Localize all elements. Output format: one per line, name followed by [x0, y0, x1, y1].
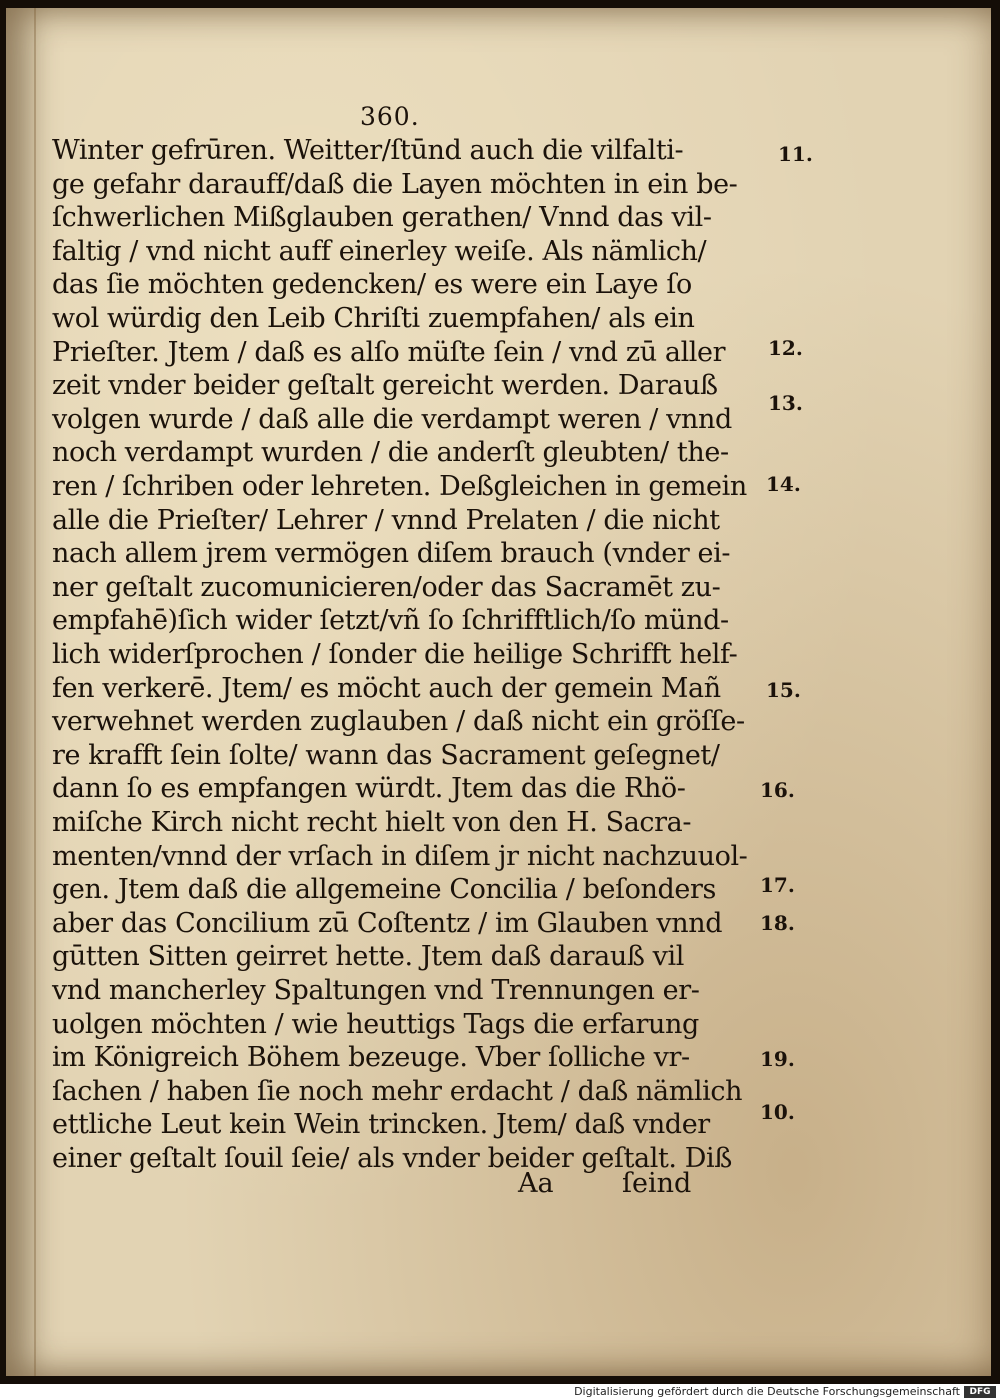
- margin-number: 15.: [766, 677, 801, 702]
- text-line: das ſie möchten gedencken/ es were ein Laye ſo: [52, 269, 692, 301]
- text-line: ettliche Leut kein Wein trincken. Jtem/ daß vnder: [52, 1109, 710, 1141]
- text-line: re krafft ſein ſolte/ wann das Sacrament geſegnet/: [52, 739, 720, 771]
- margin-number: 17.: [760, 873, 795, 898]
- page-number: 360.: [360, 102, 420, 131]
- text-line: faltig / vnd nicht auff einerley weiſe. Als nämlich/: [52, 235, 707, 267]
- text-line: zeit vnder beider geſtalt gereicht werden. Darauß: [52, 370, 718, 402]
- text-line: ſchwerlichen Mißglauben gerathen/ Vnnd das vil-: [52, 202, 712, 234]
- text-line: gen. Jtem daß die allgemeine Concilia / beſonders: [52, 874, 716, 906]
- text-line: alle die Prieſter/ Lehrer / vnnd Prelaten / die nicht: [52, 504, 720, 536]
- margin-number: 19.: [760, 1047, 795, 1072]
- text-line: Winter gefrūren. Weitter/ſtūnd auch die vilfalti-: [52, 135, 684, 166]
- text-line: wol würdig den Leib Chriſti zuempfahen/ als ein: [52, 303, 695, 334]
- text-line: nach allem jrem vermögen diſem brauch (vnder ei-: [52, 538, 731, 570]
- margin-number: 10.: [760, 1100, 795, 1125]
- text-line: volgen wurde / daß alle die verdampt weren / vnnd: [52, 403, 732, 435]
- margin-number: 14.: [766, 472, 801, 496]
- text-line: lich widerſprochen / ſonder die heilige Schrifft helf-: [52, 639, 738, 670]
- text-line: Prieſter. Jtem / daß es alſo müſte ſein / vnd zū aller: [52, 336, 726, 368]
- text-line: einer geſtalt ſouil ſeie/ als vnder beider geſtalt. Diß: [52, 1143, 732, 1174]
- text-line: gūtten Sitten geirret hette. Jtem daß darauß vil: [52, 941, 684, 973]
- text-line: ge gefahr darauff/daß die Layen möchten in ein be-: [52, 168, 738, 200]
- margin-number: 16.: [760, 778, 795, 803]
- text-line: uolgen möchten / wie heuttigs Tags die erfarung: [52, 1008, 699, 1040]
- text-line: noch verdampt wurden / die anderſt gleubten/ the-: [52, 437, 729, 469]
- text-line: ſachen / haben ſie noch mehr erdacht / daß nämlich: [52, 1075, 743, 1107]
- dfg-logo: DFG: [964, 1386, 996, 1398]
- text-line: ren / ſchriben oder lehreten. Deßgleichen in gemein: [52, 471, 747, 502]
- margin-number: 11.: [778, 142, 813, 166]
- text-line: miſche Kirch nicht recht hielt von den H. Sacra-: [52, 807, 692, 838]
- text-line: vnd mancherley Spaltungen vnd Trennungen er-: [52, 975, 700, 1006]
- signature-mark: Aa: [518, 1168, 554, 1199]
- text-line: verwehnet werden zuglauben / daß nicht ein gröſſe-: [52, 706, 745, 738]
- text-line: im Königreich Böhem bezeuge. Vber ſolliche vr-: [52, 1042, 690, 1074]
- margin-number: 18.: [760, 910, 795, 935]
- margin-number: 13.: [768, 390, 803, 415]
- text-line: empfahē)ſich wider ſetzt/vñ ſo ſchrifftlich/ſo münd-: [52, 605, 729, 637]
- margin-number: 12.: [768, 335, 803, 360]
- catchword: ſeind: [622, 1168, 692, 1199]
- text-line: aber das Concilium zū Coſtentz / im Glauben vnnd: [52, 907, 723, 939]
- text-line: ner geſtalt zucomunicieren/oder das Sacramēt zu-: [52, 571, 721, 603]
- footer-credit: Digitalisierung gefördert durch die Deutsche Forschungsgemeinschaft: [574, 1385, 960, 1398]
- text-line: dann ſo es empfangen würdt. Jtem das die Rhö-: [52, 773, 686, 805]
- gutter-shadow: [34, 8, 36, 1376]
- text-line: fen verkerē. Jtem/ es möcht auch der gemein Mañ: [52, 672, 721, 704]
- text-line: menten/vnnd der vrſach in diſem jr nicht nachzuuol-: [52, 840, 748, 872]
